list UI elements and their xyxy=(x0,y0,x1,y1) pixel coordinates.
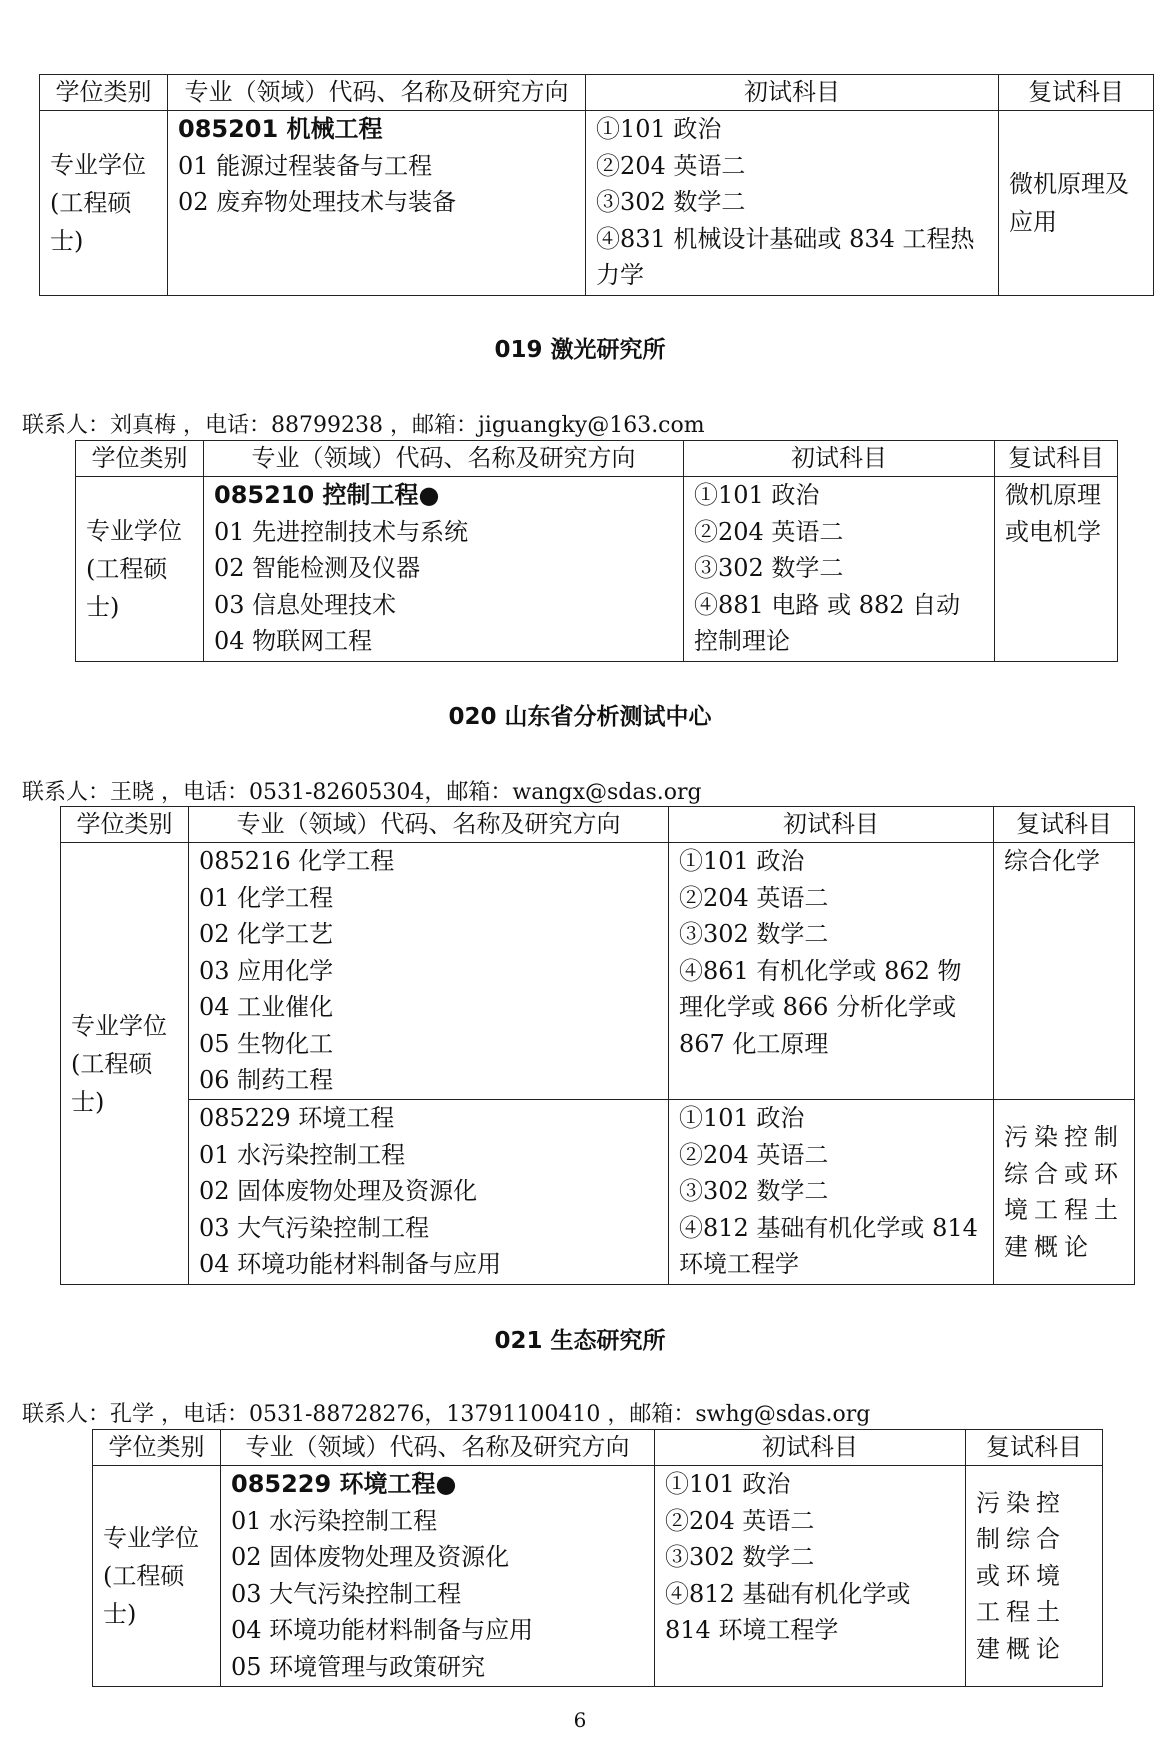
major-code: 085210 控制工程● xyxy=(214,481,440,509)
header-degree-type: 学位类别 xyxy=(61,807,189,843)
retest-cell: 微机原理或电机学 xyxy=(995,477,1118,662)
header-major: 专业（领域）代码、名称及研究方向 xyxy=(168,75,586,111)
section-title-021: 021 生态研究所 xyxy=(494,1328,666,1354)
retest-cell: 污染控制综合或环境工程土建概论 xyxy=(966,1466,1103,1687)
header-exam: 初试科目 xyxy=(586,75,999,111)
contact-020: 联系人：王晓 ，电话：0531-82605304，邮箱：wangx@sdas.org xyxy=(22,780,702,805)
section-title-020: 020 山东省分析测试中心 xyxy=(448,704,712,730)
page-number: 6 xyxy=(573,1708,587,1732)
header-retest: 复试科目 xyxy=(966,1430,1103,1466)
header-degree-type: 学位类别 xyxy=(40,75,168,111)
contact-021: 联系人：孔学 ，电话：0531-88728276，13791100410 ，邮箱：swhg@sdas.org xyxy=(22,1402,871,1427)
degree-type-cell: 专业学位 (工程硕 士) xyxy=(61,843,189,1285)
header-major: 专业（领域）代码、名称及研究方向 xyxy=(221,1430,655,1466)
major-cell: 085216 化学工程 01 化学工程 02 化学工艺 03 应用化学 04 工业催化 05 生物化工 06 制药工程 xyxy=(189,843,669,1100)
major-code: 085201 机械工程 xyxy=(178,115,383,143)
degree-type-cell: 专业学位 (工程硕 士) xyxy=(76,477,204,662)
exam-cell: ①101 政治 ②204 英语二 ③302 数学二 ④812 基础有机化学或 814 环境工程学 xyxy=(669,1100,994,1285)
header-degree-type: 学位类别 xyxy=(93,1430,221,1466)
retest-cell: 微机原理及应用 xyxy=(999,111,1154,296)
table-021 xyxy=(92,1429,1103,1687)
header-retest: 复试科目 xyxy=(995,441,1118,477)
degree-type-cell: 专业学位 (工程硕 士) xyxy=(40,111,168,296)
exam-cell: ①101 政治 ②204 英语二 ③302 数学二 ④812 基础有机化学或 814 环境工程学 xyxy=(655,1466,966,1687)
header-exam: 初试科目 xyxy=(655,1430,966,1466)
table-019 xyxy=(75,440,1118,662)
header-degree-type: 学位类别 xyxy=(76,441,204,477)
contact-019: 联系人：刘真梅 ，电话：88799238 ，邮箱：jiguangky@163.com xyxy=(22,413,705,438)
major-code: 085229 环境工程● xyxy=(231,1470,457,1498)
header-retest: 复试科目 xyxy=(999,75,1154,111)
table-mechanical xyxy=(39,74,1154,296)
header-major: 专业（领域）代码、名称及研究方向 xyxy=(204,441,684,477)
retest-cell: 污染控制综合或环境工程土建概论 xyxy=(994,1100,1135,1285)
section-title-019: 019 激光研究所 xyxy=(494,337,666,363)
major-code: 085229 环境工程 xyxy=(199,1104,395,1132)
major-cell: 085201 机械工程 01 能源过程装备与工程 02 废弃物处理技术与装备 xyxy=(168,111,586,296)
exam-cell: ①101 政治 ②204 英语二 ③302 数学二 ④861 有机化学或 862 物理化学或 866 分析化学或 867 化工原理 xyxy=(669,843,994,1100)
exam-cell: ①101 政治 ②204 英语二 ③302 数学二 ④881 电路 或 882 自动控制理论 xyxy=(684,477,995,662)
header-exam: 初试科目 xyxy=(669,807,994,843)
major-code: 085216 化学工程 xyxy=(199,847,395,875)
degree-type-cell: 专业学位 (工程硕 士) xyxy=(93,1466,221,1687)
header-retest: 复试科目 xyxy=(994,807,1135,843)
exam-cell: ①101 政治 ②204 英语二 ③302 数学二 ④831 机械设计基础或 834 工程热力学 xyxy=(586,111,999,296)
header-major: 专业（领域）代码、名称及研究方向 xyxy=(189,807,669,843)
major-cell: 085229 环境工程● 01 水污染控制工程 02 固体废物处理及资源化 03 大气污染控制工程 04 环境功能材料制备与应用 05 环境管理与政策研究 xyxy=(221,1466,655,1687)
major-cell: 085210 控制工程● 01 先进控制技术与系统 02 智能检测及仪器 03 信息处理技术 04 物联网工程 xyxy=(204,477,684,662)
retest-cell: 综合化学 xyxy=(994,843,1135,1100)
table-020 xyxy=(60,806,1135,1285)
major-cell: 085229 环境工程 01 水污染控制工程 02 固体废物处理及资源化 03 大气污染控制工程 04 环境功能材料制备与应用 xyxy=(189,1100,669,1285)
header-exam: 初试科目 xyxy=(684,441,995,477)
